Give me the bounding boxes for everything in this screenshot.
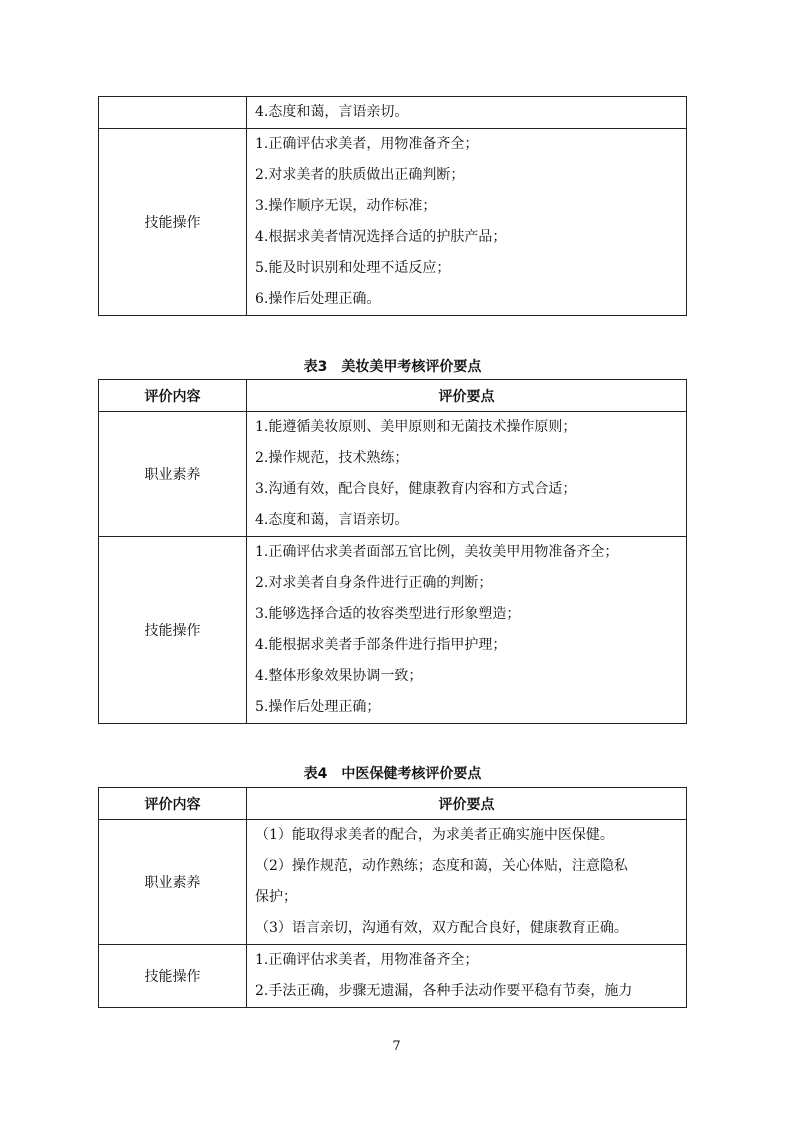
row-items xyxy=(247,537,687,724)
header-cell: 评价要点 xyxy=(247,788,687,820)
table-row xyxy=(99,97,687,129)
list-item: 1.正确评估求美者，用物准备齐全； xyxy=(255,952,479,968)
table-2-continued xyxy=(98,96,687,316)
row-label xyxy=(99,97,247,129)
list-item: 4.态度和蔼，言语亲切。 xyxy=(255,512,409,528)
table-row xyxy=(99,945,687,1008)
list-item: 3.沟通有效，配合良好，健康教育内容和方式合适； xyxy=(255,481,577,497)
list-item: 4.整体形象效果协调一致； xyxy=(255,668,423,684)
header-cell: 评价要点 xyxy=(247,380,687,412)
list-item: 保护； xyxy=(255,889,297,905)
row-label: 技能操作 xyxy=(99,129,247,316)
list-item: 5.能及时识别和处理不适反应； xyxy=(255,260,451,276)
list-item: 3.操作顺序无误，动作标准； xyxy=(255,198,437,214)
list-item: 4.根据求美者情况选择合适的护肤产品； xyxy=(255,229,507,245)
header-cell: 评价内容 xyxy=(99,380,247,412)
list-item: （2）操作规范，动作熟练；态度和蔼，关心体贴，注意隐私 xyxy=(255,858,628,874)
list-item: 5.操作后处理正确； xyxy=(255,699,381,715)
table-row xyxy=(99,412,687,537)
row-items xyxy=(247,97,687,129)
list-item: （1）能取得求美者的配合，为求美者正确实施中医保健。 xyxy=(255,827,614,843)
list-item: 2.操作规范，技术熟练； xyxy=(255,450,409,466)
row-label: 技能操作 xyxy=(99,537,247,724)
list-item: 1.正确评估求美者面部五官比例，美妆美甲用物准备齐全； xyxy=(255,544,619,560)
page-number: 7 xyxy=(392,1039,401,1054)
table-3 xyxy=(98,379,687,724)
table-row xyxy=(99,820,687,945)
list-item: 4.态度和蔼，言语亲切。 xyxy=(255,104,409,120)
table-header-row xyxy=(99,380,687,412)
header-cell: 评价内容 xyxy=(99,788,247,820)
row-label: 职业素养 xyxy=(99,820,247,945)
table-row xyxy=(99,129,687,316)
list-item: 1.正确评估求美者，用物准备齐全； xyxy=(255,136,479,152)
table-header-row xyxy=(99,788,687,820)
table-3-caption: 表3 美妆美甲考核评价要点 xyxy=(303,359,482,375)
table-4-caption: 表4 中医保健考核评价要点 xyxy=(303,766,482,782)
list-item: 6.操作后处理正确。 xyxy=(255,291,381,307)
list-item: 2.手法正确，步骤无遗漏，各种手法动作要平稳有节奏，施力 xyxy=(255,983,633,999)
list-item: （3）语言亲切，沟通有效，双方配合良好，健康教育正确。 xyxy=(255,920,628,936)
row-items xyxy=(247,129,687,316)
list-item: 1.能遵循美妆原则、美甲原则和无菌技术操作原则； xyxy=(255,419,577,435)
row-label: 技能操作 xyxy=(99,945,247,1008)
table-4 xyxy=(98,787,687,1008)
list-item: 2.对求美者的肤质做出正确判断； xyxy=(255,167,465,183)
row-items xyxy=(247,820,687,945)
list-item: 3.能够选择合适的妆容类型进行形象塑造； xyxy=(255,606,521,622)
row-items xyxy=(247,412,687,537)
row-items xyxy=(247,945,687,1008)
table-row xyxy=(99,537,687,724)
list-item: 2.对求美者自身条件进行正确的判断； xyxy=(255,575,493,591)
row-label: 职业素养 xyxy=(99,412,247,537)
list-item: 4.能根据求美者手部条件进行指甲护理； xyxy=(255,637,507,653)
